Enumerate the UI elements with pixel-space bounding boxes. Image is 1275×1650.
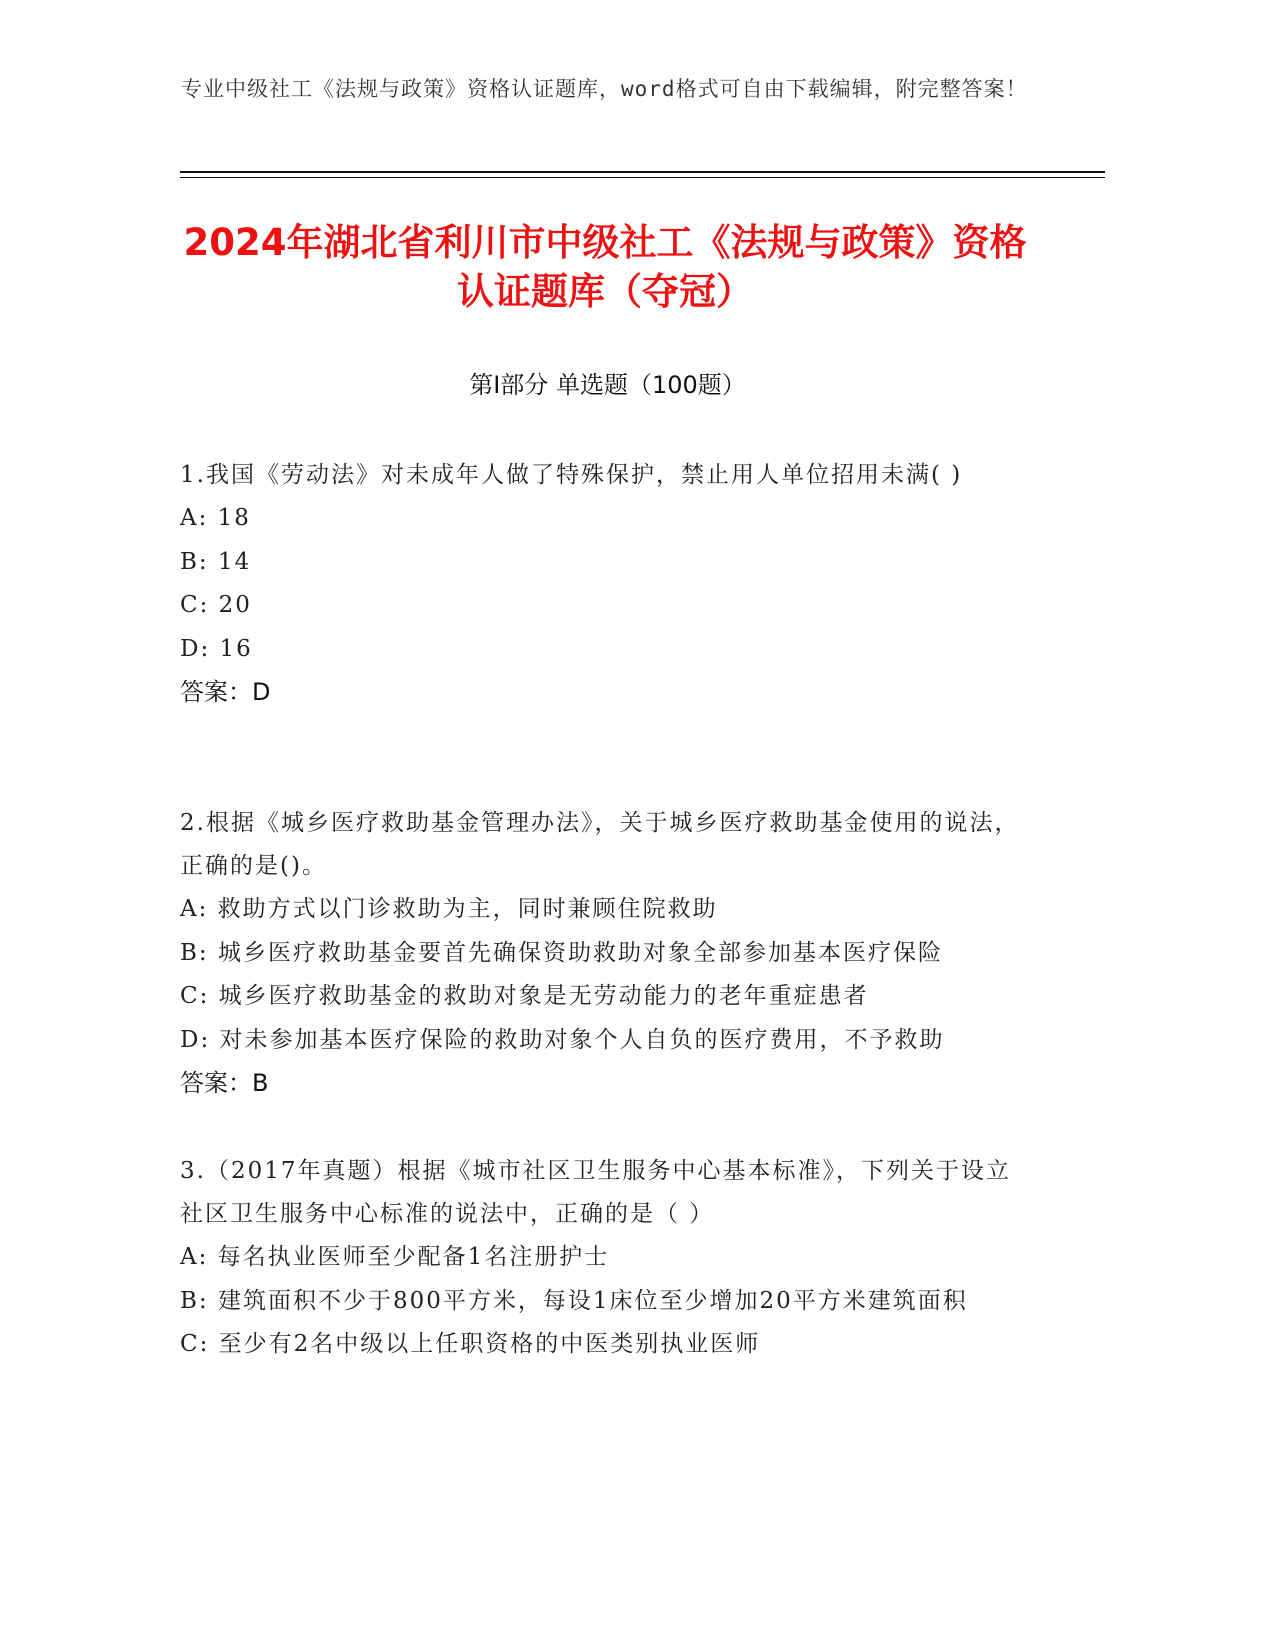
question-text: 1.我国《劳动法》对未成年人做了特殊保护，禁止用人单位招用未满( ) [180, 462, 963, 488]
document-title: 2024年湖北省利川市中级社工《法规与政策》资格认证题库（夺冠） [183, 221, 1027, 313]
option-a: A: 救助方式以门诊救助为主，同时兼顾住院救助 [180, 896, 718, 922]
header-divider-thick [180, 171, 1105, 173]
option-b: B: 建筑面积不少于800平方米，每设1床位至少增加20平方米建筑面积 [180, 1287, 968, 1314]
option-a: A: 每名执业医师至少配备1名注册护士 [180, 1244, 610, 1270]
option-c: C: 20 [180, 592, 252, 618]
answer-text: 答案：D [180, 678, 271, 706]
question-2 [180, 802, 1030, 1105]
answer-text: 答案：B [180, 1069, 269, 1097]
option-c: C: 城乡医疗救助基金的救助对象是无劳动能力的老年重症患者 [180, 983, 869, 1009]
option-b: B: 城乡医疗救助基金要首先确保资助救助对象全部参加基本医疗保险 [180, 939, 943, 966]
option-a: A: 18 [180, 505, 251, 531]
question-text: 3.（2017年真题）根据《城市社区卫生服务中心基本标准》，下列关于设立社区卫生服务中心标准的说法中，正确的是（ ） [180, 1158, 1011, 1227]
header-note: 专业中级社工《法规与政策》资格认证题库，word格式可自由下载编辑，附完整答案！ [181, 77, 1028, 101]
option-d: D: 16 [180, 635, 253, 662]
section-heading: 第I部分 单选题（100题） [469, 371, 746, 399]
option-d: D: 对未参加基本医疗保险的救助对象个人自负的医疗费用，不予救助 [180, 1026, 945, 1053]
question-3 [180, 1150, 1030, 1366]
option-c: C: 至少有2名中级以上任职资格的中医类别执业医师 [180, 1330, 761, 1357]
question-1 [180, 454, 1030, 714]
header-divider-thin [180, 177, 1105, 178]
option-b: B: 14 [180, 548, 252, 575]
question-text: 2.根据《城乡医疗救助基金管理办法》，关于城乡医疗救助基金使用的说法，正确的是()。 [180, 810, 1020, 879]
